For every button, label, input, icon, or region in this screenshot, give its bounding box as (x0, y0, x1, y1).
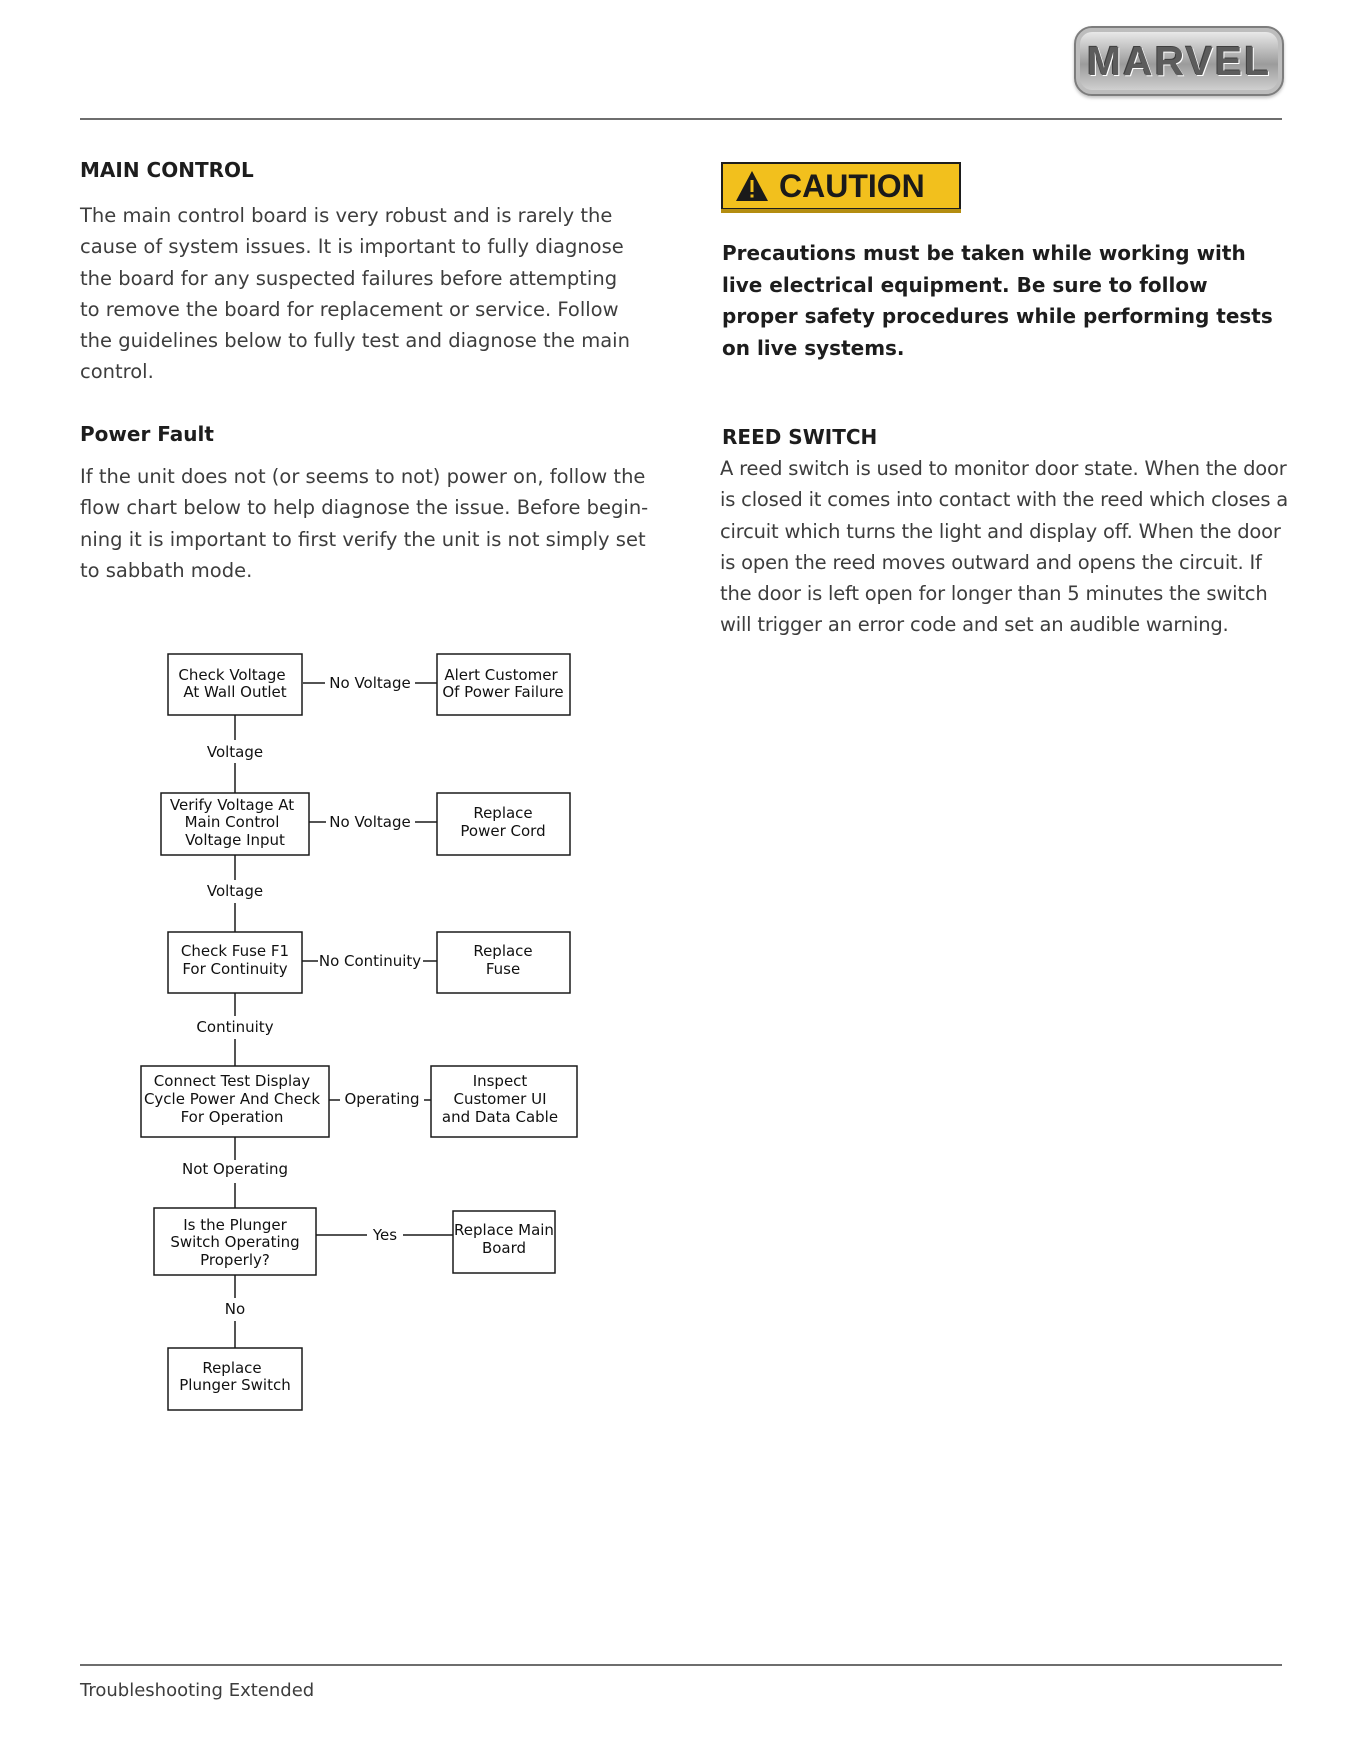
flow-label-operating: Operating (344, 1090, 420, 1108)
flow-box-text: Fuse (485, 960, 521, 978)
flow-label-voltage: Voltage (206, 743, 264, 761)
text-line: proper safety procedures while performing tests (722, 304, 1273, 328)
text-line: is closed it comes into contact with the reed which closes a (720, 488, 1289, 512)
text-line: is open the reed moves outward and opens the circuit. If (720, 550, 1262, 574)
text-line: Precautions must be taken while working with (722, 241, 1246, 265)
text-line: to remove the board for replacement or service. Follow (80, 297, 619, 321)
footer-text: Troubleshooting Extended (80, 1680, 315, 1701)
flow-label-yes: Yes (372, 1226, 398, 1244)
flow-box-text: For Operation (180, 1108, 284, 1126)
flow-label-not-operating: Not Operating (181, 1160, 289, 1178)
flow-box-text: Properly? (200, 1251, 270, 1269)
logo-text: MARVEL (1086, 37, 1272, 84)
flow-box-text: Board (481, 1239, 527, 1257)
main-control-heading: MAIN CONTROL (80, 158, 254, 182)
flow-box-text: At Wall Outlet (183, 683, 287, 701)
flow-box-text: Customer UI (453, 1090, 547, 1108)
caution-label: CAUTION (779, 167, 925, 204)
flow-box-text: Alert Customer (444, 666, 558, 684)
text-line: circuit which turns the light and display off. When the door (720, 519, 1281, 543)
text-line: the board for any suspected failures before attempting (80, 266, 618, 290)
flow-box-text: and Data Cable (441, 1108, 559, 1126)
flow-box-text: Cycle Power And Check (143, 1090, 321, 1108)
flow-box-text: Plunger Switch (179, 1376, 291, 1394)
flow-box-text: Is the Plunger (183, 1216, 287, 1234)
flow-box-text: Replace (473, 804, 533, 822)
flow-label-no-continuity: No Continuity (318, 952, 422, 970)
text-line: to sabbath mode. (80, 558, 253, 582)
flow-label-no: No (224, 1300, 246, 1318)
flow-box-text: Check Fuse F1 (180, 942, 290, 960)
text-line: live electrical equipment. Be sure to follow (722, 272, 1208, 297)
text-line: The main control board is very robust and is rarely the (80, 204, 613, 227)
flow-box-text: Power Cord (460, 822, 546, 840)
flow-box-text: Main Control (184, 813, 280, 831)
flow-box-text: Check Voltage (178, 666, 286, 684)
text-line: control. (80, 360, 154, 384)
flow-box-text: For Continuity (182, 960, 288, 978)
text-line: the guidelines below to fully test and diagnose the main (80, 329, 630, 353)
reed-switch-heading: REED SWITCH (722, 425, 878, 449)
text-line: will trigger an error code and set an audible warning. (720, 613, 1229, 637)
flow-box-text: Replace Main (454, 1221, 554, 1239)
flow-box-text: Verify Voltage At (169, 796, 295, 814)
text-line: on live systems. (722, 335, 905, 360)
flow-box-text: Voltage Input (185, 831, 285, 849)
text-line: ning it is important to first verify the unit is not simply set (80, 527, 646, 551)
flow-label-voltage: Voltage (206, 882, 264, 900)
flow-box-text: Replace (202, 1359, 262, 1377)
flow-box-text: Of Power Failure (442, 683, 564, 701)
power-fault-heading: Power Fault (80, 422, 214, 446)
text-line: cause of system issues. It is important to fully diagnose (80, 235, 624, 259)
text-line: If the unit does not (or seems to not) power on, follow the (80, 465, 646, 488)
footer-rule (80, 1664, 1282, 1666)
text-line: the door is left open for longer than 5 minutes the switch (720, 582, 1268, 606)
flow-box-text: Inspect (472, 1072, 528, 1090)
flow-box-text: Replace (473, 942, 533, 960)
flow-box-text: Switch Operating (170, 1233, 300, 1251)
flow-box-text: Connect Test Display (153, 1072, 311, 1090)
text-line: flow chart below to help diagnose the issue. Before begin- (80, 496, 649, 520)
flow-label-continuity: Continuity (196, 1018, 274, 1036)
text-line: A reed switch is used to monitor door state. When the door (720, 457, 1287, 480)
flow-label-no-voltage: No Voltage (329, 813, 411, 831)
flow-label-no-voltage: No Voltage (329, 674, 411, 692)
